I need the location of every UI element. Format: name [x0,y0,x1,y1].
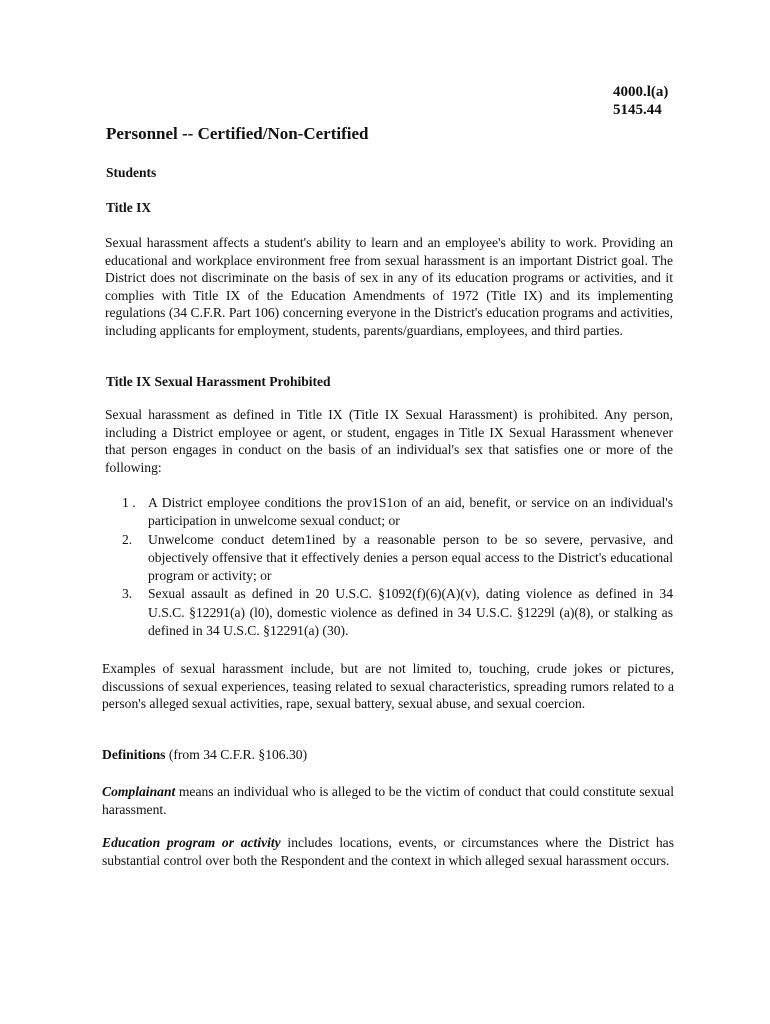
examples-paragraph: Examples of sexual harassment include, but are not limited to, touching, crude jokes or pictures, discussions of sexual experiences, teasing related to sexual characteristics, spreading rumors related to a person's alleged sexual activities, rape, sexual battery, sexual abuse, and sexual coercion. [102,661,674,712]
conditions-list [122,494,673,640]
title-ix-heading: Title IX [106,200,152,215]
definition-complainant [102,783,674,818]
list-item [122,531,673,586]
definitions-label: Definitions [102,747,166,762]
definition-education-program [102,834,674,869]
list-item-number: 3. [122,586,133,602]
intro-paragraph: Sexual harassment affects a student's ability to learn and an employee's ability to work. Providing an educational and workplace environment free from sexual harassment is an important District goal. The District does not discriminate on the basis of sex in any of its education programs or activities, and it complies with Title IX of the Education Amendments of 1972 (Title IX) and its implementing regulations (34 C.F.R. Part 106) concerning everyone in the District's education programs and activities, including applicants for employment, students, parents/guardians, employees, and third parties. [105,235,673,338]
page-title: Personnel -- Certified/Non-Certified [106,124,369,143]
list-item [122,494,673,531]
definitions-source: (from 34 C.F.R. §106.30) [165,747,308,762]
prohibited-heading: Title IX Sexual Harassment Prohibited [106,374,331,389]
list-item [122,585,673,640]
policy-code-primary: 4000.l(a) [613,84,669,100]
complainant-text: means an individual who is alleged to be the victim of conduct that could constitute sexual harassment. [102,784,674,817]
students-heading: Students [106,165,157,180]
definitions-heading [102,746,674,764]
policy-code-secondary: 5145.44 [613,102,662,118]
list-item-number: 2. [122,531,133,547]
list-item-text: Sexual assault as defined in 20 U.S.C. §1092(f)(6)(A)(v), dating violence as defined in 34 U.S.C. §12291(a) (l0), domestic violence as defined in 34 U.S.C. §1229l (a)(8), or stalking as defined in 34 U.S.C. §12291(a) (30). [148,586,673,639]
education-text: includes locations, events, or circumstances where the District has substantial control over both the Respondent and the context in which alleged sexual harassment occurs. [102,835,674,868]
policy-codes [613,83,668,119]
list-item-text: A District employee conditions the prov1S1on of an aid, benefit, or service on an individual's participation in unwelcome sexual conduct; or [148,495,673,529]
prohibited-paragraph: Sexual harassment as defined in Title IX (Title IX Sexual Harassment) is prohibited. Any person, including a District employee or agent, or student, engages in Title IX Sexual Harassment whenever that person engages in conduct on the basis of an individual's sex that satisfies one or more of the following: [105,407,673,475]
complainant-term: Complainant [102,784,176,799]
list-item-number: 1 . [122,495,136,510]
education-term: Education program or activity [102,835,281,850]
list-item-text: Unwelcome conduct detem1ined by a reasonable person to be so severe, pervasive, and objectively offensive that it effectively denies a person equal access to the District's educational program or activity; or [148,531,673,584]
